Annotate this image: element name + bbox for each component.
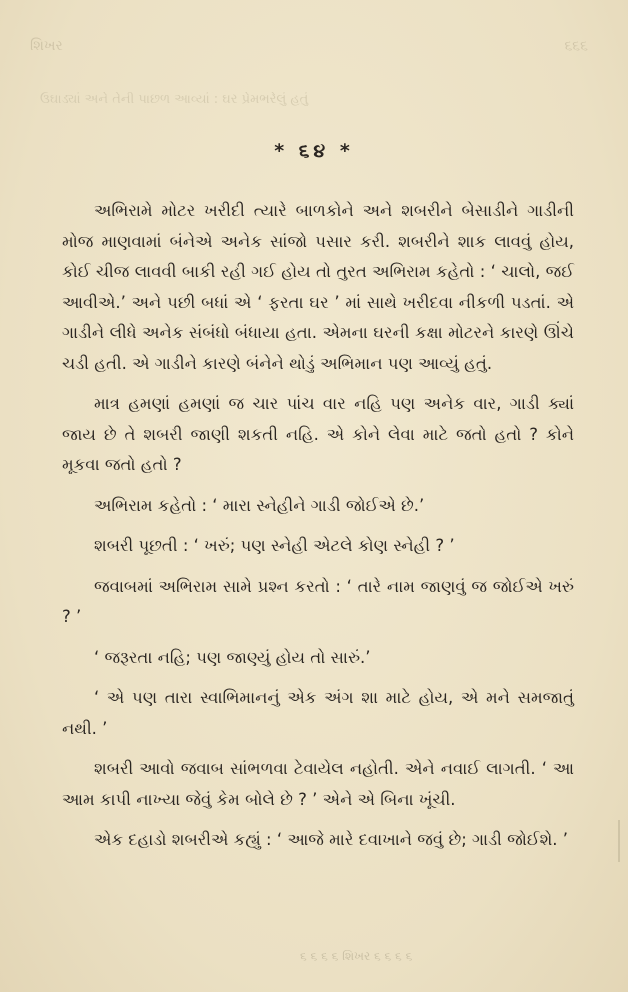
paragraph-3: અભિરામ કહેતો : ‘ મારા સ્નેહીને ગાડી જોઈએ છે.’	[94, 495, 425, 515]
running-head	[30, 38, 588, 62]
body-text	[62, 196, 574, 856]
page-edge-mark	[618, 820, 620, 862]
paragraph-7: ‘ એ પણ તારા સ્વાભિમાનનું એક અંગ શા માટે હોય, એ મને સમજાતું નથી. ’	[62, 688, 574, 738]
paragraph-8: શબરી આવો જવાબ સાંભળવા ટેવાયેલ નહોતી. એને નવાઈ લાગતી. ‘ આ આમ કાપી નાખ્યા જેવું કેમ બોલે છે ? ’ એને એ બિના ખૂંચી.	[62, 759, 574, 809]
paragraph-2: માત્ર હમણાં હમણાં જ ચાર પાંચ વાર નહિ પણ અનેક વાર, ગાડી ક્યાં જાય છે તે શબરી જાણી શકતી નહિ. એ કોને લેવા માટે જતો હતો ? કોને મૂકવા જતો હતો ?	[62, 394, 574, 474]
paragraph-5: જવાબમાં અભિરામ સામે પ્રશ્ન કરતો : ‘ તારે નામ જાણવું જ જોઈએ ખરું ? ’	[62, 576, 574, 626]
paragraph-6: ‘ જરૂરતા નહિ; પણ જાણ્યું હોય તો સારું.’	[94, 647, 371, 667]
page-number: ૬૬૬	[564, 38, 588, 54]
paragraph-9: એક દહાડો શબરીએ કહ્યું : ‘ આજે મારે દવાખાને જવું છે; ગાડી જોઈશે. ’	[94, 830, 569, 849]
chapter-heading: * ૬૪ *	[274, 140, 354, 162]
paragraph-1: અભિરામે મોટર ખરીદી ત્યારે બાળકોને અને શબરીને બેસાડીને ગાડીની મોજ માણવામાં બંનેએ અનેક સાંજો પસાર કરી. શબરીને શાક લાવવું હોય, કોઈ ચીજ લાવવી બાકી રહી ગઈ હોય તો તુરત અભિરામ કહેતો : ‘ ચાલો, જઈ આવીએ.’ અને પછી બધાં એ ‘ ફરતા ઘર ’ માં સાથે ખરીદવા નીકળી પડતાં. એ ગાડીને લીધે અનેક સંબંધો બંધાયા હતા. એમના ઘરની કક્ષા મોટરને કારણે ઊંચે ચડી હતી. એ ગાડીને કારણે બંનેને થોડું અભિમાન પણ આવ્યું હતું.	[62, 201, 574, 373]
paragraph-4: શબરી પૂછતી : ‘ ખરું; પણ સ્નેહી એટલે કોણ સ્નેહી ? ’	[94, 536, 455, 555]
bleed-through-text: ઉઘાડ્યાં અને તેની પાછળ આવ્યાં : ઘર પ્રેમભરેલું હતું	[40, 92, 309, 107]
bleed-through-footer: ૬ ૬ ૬ ૬ શિખર ૬ ૬ ૬ ૬	[300, 949, 413, 963]
running-head-left: શિખર	[30, 38, 63, 54]
